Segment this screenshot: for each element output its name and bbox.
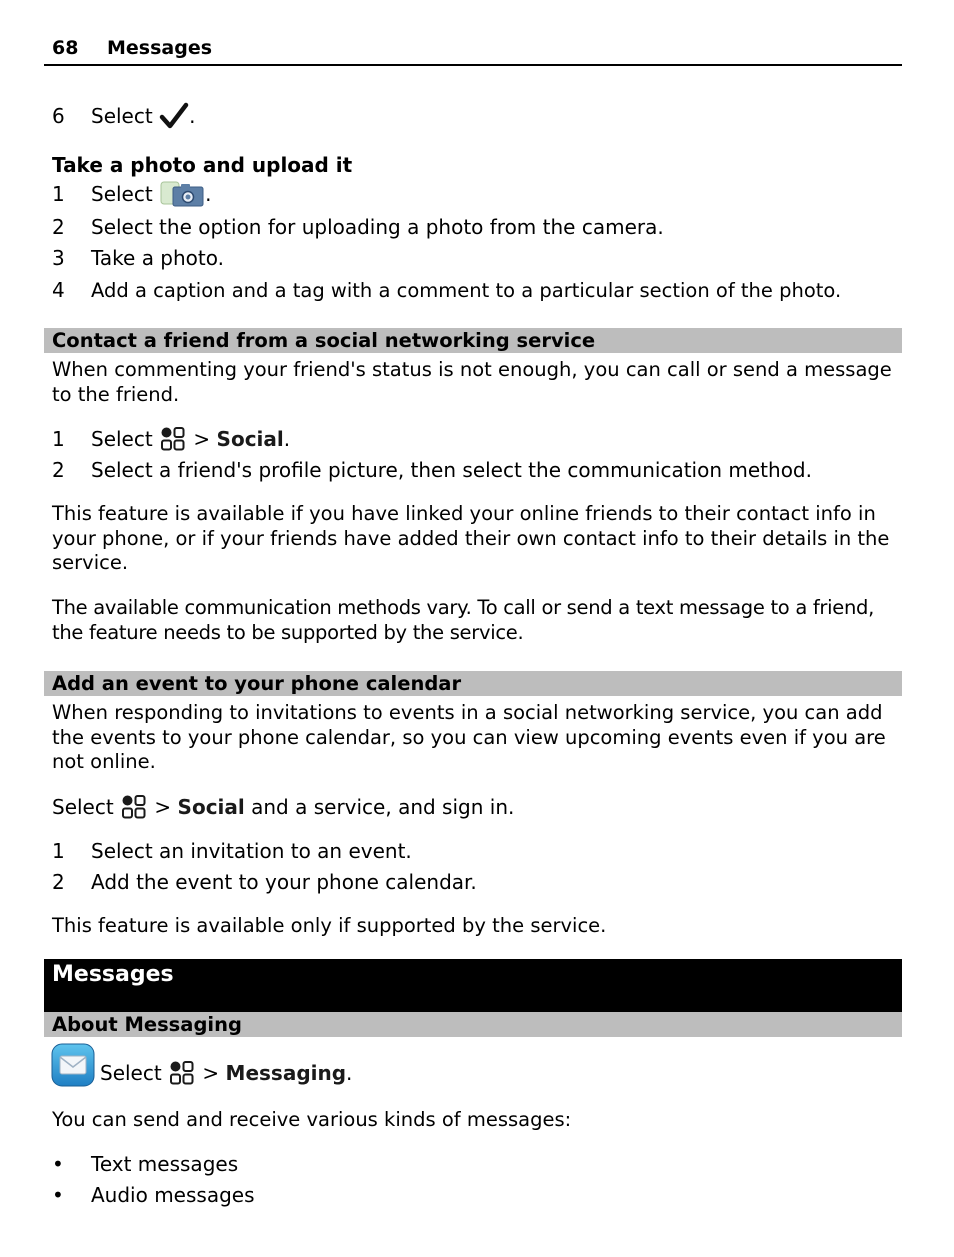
menu-grid-icon: [159, 426, 187, 452]
section-heading: Take a photo and upload it: [52, 153, 353, 177]
step-text: [91, 182, 211, 208]
menu-target: Social: [177, 795, 245, 819]
step-number: 6: [52, 104, 65, 128]
page-header: [44, 36, 902, 66]
step-text: Take a photo.: [91, 246, 224, 270]
select-label: Select: [52, 795, 114, 819]
paragraph: The available communication methods vary. To call or send a text message to a friend, the feature needs to be supported by the service.: [52, 596, 874, 644]
step-text: [91, 104, 195, 130]
step-end: .: [205, 182, 212, 206]
path-separator: >: [187, 427, 217, 451]
step-number: 2: [52, 458, 65, 482]
path-separator: >: [196, 1061, 226, 1085]
path-separator: >: [148, 795, 178, 819]
list-item: Audio messages: [91, 1183, 255, 1207]
paragraph: This feature is available if you have linked your online friends to their contact info in your phone, or if your friends have added their own contact info to their details in the service.: [52, 502, 890, 574]
section-bar: [44, 328, 902, 353]
chapter-bar: [44, 959, 902, 1012]
step-number: 2: [52, 215, 65, 239]
select-label: Select: [100, 1061, 162, 1085]
section-bar: [44, 1012, 902, 1037]
step-label: Select: [91, 182, 153, 206]
paragraph: When responding to invitations to events in a social networking service, you can add the events to your phone calendar, so you can view upcoming events even if you are not online.: [52, 701, 886, 773]
checkmark-icon: [159, 102, 189, 130]
chapter-title: Messages: [107, 37, 213, 59]
menu-grid-icon: [168, 1060, 196, 1086]
paragraph: When commenting your friend's status is not enough, you can call or send a message to the friend.: [52, 358, 892, 406]
menu-grid-icon: [120, 794, 148, 820]
camera-icon: [159, 180, 205, 208]
section-heading: Contact a friend from a social networking service: [52, 329, 596, 352]
paragraph: You can send and receive various kinds of messages:: [52, 1108, 572, 1131]
step-end: .: [346, 1061, 353, 1085]
messaging-app-icon: [51, 1043, 95, 1087]
select-rest: and a service, and sign in.: [244, 795, 515, 819]
step-label: Select: [91, 427, 153, 451]
step-number: 4: [52, 278, 65, 302]
step-label: Select: [91, 104, 153, 128]
menu-target: Messaging: [225, 1061, 347, 1085]
step-number: 3: [52, 246, 65, 270]
step-number: 1: [52, 839, 65, 863]
step-text: Select a friend's profile picture, then select the communication method.: [91, 458, 812, 482]
step-text: Select the option for uploading a photo from the camera.: [91, 215, 664, 239]
step-text: Select an invitation to an event.: [91, 839, 412, 863]
step-end: .: [283, 427, 291, 451]
section-heading: Add an event to your phone calendar: [52, 672, 462, 695]
section-bar: [44, 671, 902, 696]
bullet-mark: •: [52, 1183, 64, 1207]
step-end: .: [189, 104, 196, 128]
step-number: 1: [52, 427, 65, 451]
select-line: [100, 1061, 352, 1086]
bullet-mark: •: [52, 1152, 64, 1176]
step-text: [91, 427, 290, 452]
step-text: Add the event to your phone calendar.: [91, 870, 477, 894]
menu-target: Social: [216, 427, 284, 451]
list-item: Text messages: [91, 1152, 239, 1176]
select-line: [52, 795, 514, 820]
page-number: 68: [52, 37, 79, 59]
chapter-heading: Messages: [52, 962, 174, 987]
paragraph: This feature is available only if supported by the service.: [52, 914, 607, 937]
section-heading: About Messaging: [52, 1013, 242, 1036]
step-number: 2: [52, 870, 65, 894]
step-text: Add a caption and a tag with a comment to a particular section of the photo.: [91, 279, 842, 302]
step-number: 1: [52, 182, 65, 206]
